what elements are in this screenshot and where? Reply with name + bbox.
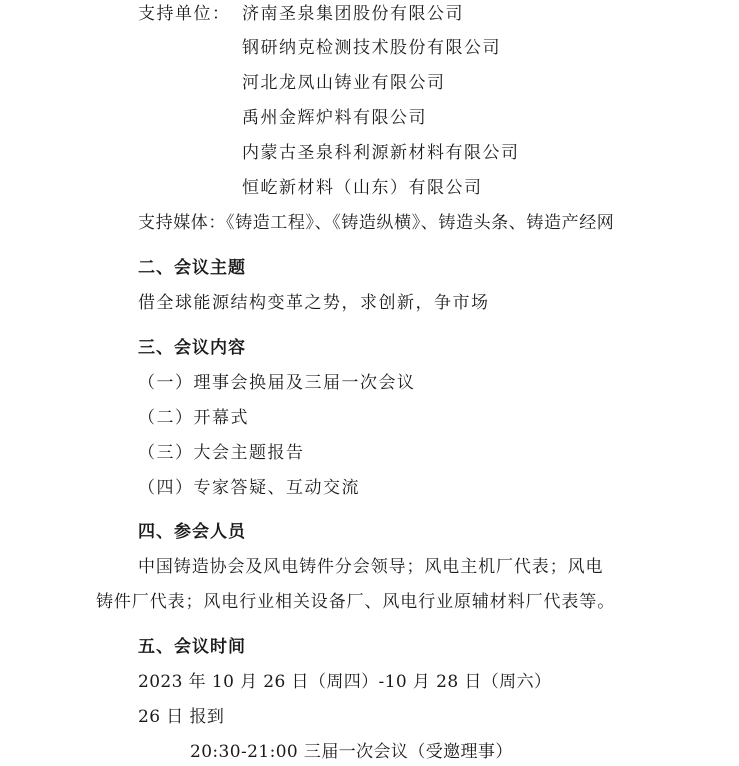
session-1: 20:30-21:00 三届一次会议（受邀理事） (190, 742, 513, 762)
theme-text: 借全球能源结构变革之势，求创新，争市场 (138, 293, 490, 313)
content-item-2: （二）开幕式 (138, 408, 249, 428)
support-unit-5: 内蒙古圣泉科利源新材料有限公司 (242, 143, 520, 163)
content-item-1: （一）理事会换届及三届一次会议 (138, 373, 416, 393)
attendees-line-2: 铸件厂代表；风电行业相关设备厂、风电行业原辅材料厂代表等。 (96, 592, 616, 612)
section-heading-theme: 二、会议主题 (138, 258, 246, 278)
section-heading-time: 五、会议时间 (138, 637, 246, 657)
support-units-label: 支持单位： (138, 4, 231, 24)
section-heading-content: 三、会议内容 (138, 338, 246, 358)
section-heading-attendees: 四、参会人员 (138, 522, 246, 542)
support-unit-6: 恒屹新材料（山东）有限公司 (242, 178, 483, 198)
content-item-4: （四）专家答疑、互动交流 (138, 478, 360, 498)
support-unit-3: 河北龙凤山铸业有限公司 (242, 73, 446, 93)
attendees-line-1: 中国铸造协会及风电铸件分会领导；风电主机厂代表；风电 (138, 557, 604, 577)
meeting-dates: 2023 年 10 月 26 日（周四）-10 月 28 日（周六） (138, 672, 552, 692)
day1-registration: 26 日 报到 (138, 707, 225, 727)
support-unit-4: 禹州金辉炉料有限公司 (242, 108, 427, 128)
support-unit-2: 钢研纳克检测技术股份有限公司 (242, 38, 501, 58)
content-item-3: （三）大会主题报告 (138, 443, 305, 463)
support-media: 支持媒体：《铸造工程》、《铸造纵横》、铸造头条、铸造产经网 (138, 213, 615, 233)
support-unit-1: 济南圣泉集团股份有限公司 (242, 4, 464, 24)
